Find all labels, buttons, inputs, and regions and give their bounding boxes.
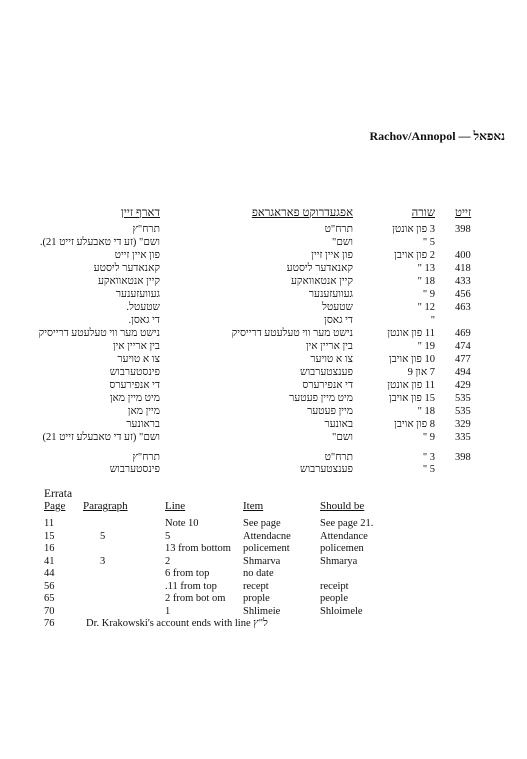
- line-cell: 10 פון אויבן: [388, 354, 435, 365]
- page-cell: 456: [455, 289, 471, 300]
- hebrew-errata-row: [0, 419, 527, 432]
- errata-page-cell: 44: [44, 568, 55, 579]
- line-cell: 2 פון אויבן: [394, 250, 435, 261]
- errata-item-cell: Attendacne: [243, 530, 291, 542]
- line-cell: 11 פון אונטן: [387, 328, 435, 339]
- errata-line-cell: 2 from bot om: [165, 593, 226, 604]
- page-cell: 335: [455, 432, 471, 443]
- page-cell: 400: [455, 250, 471, 261]
- hebrew-errata-row: [0, 237, 527, 250]
- incorrect-cell: ושם": [332, 432, 353, 443]
- page-cell: 433: [455, 276, 471, 287]
- line-cell: 15 פון אויבן: [388, 393, 435, 404]
- line-cell: 11 פון אונטן: [387, 380, 435, 391]
- page-cell: 535: [455, 406, 471, 417]
- page-cell: 494: [455, 367, 471, 378]
- correct-cell: די גאסן.: [128, 315, 160, 326]
- page-cell: 477: [455, 354, 471, 365]
- line-cell: 18 ": [417, 406, 435, 417]
- page-cell: 463: [455, 302, 471, 313]
- hebrew-errata-row: [0, 250, 527, 263]
- incorrect-cell: געוועזענער: [308, 289, 353, 300]
- incorrect-cell: תרח"ט: [324, 452, 353, 463]
- errata-footer-text: Dr. Krakowski's account ends with line ל"ץ: [86, 618, 268, 629]
- page-cell: 418: [455, 263, 471, 274]
- errata-row: [0, 556, 527, 569]
- incorrect-cell: פענצטערבוש: [300, 464, 353, 475]
- page-cell: 474: [455, 341, 471, 352]
- errata-header-should-be: Should be: [320, 500, 365, 512]
- line-cell: 19 ": [417, 341, 435, 352]
- errata-item-cell: See page: [243, 518, 281, 529]
- errata-title: Errata: [44, 488, 73, 500]
- errata-page-cell: 70: [44, 605, 55, 617]
- errata-item-cell: policement: [243, 543, 290, 554]
- hebrew-errata-row: [0, 315, 527, 328]
- correct-cell: קאנאדער ליסטע: [93, 263, 160, 274]
- errata-header-paragraph: Paragraph: [83, 500, 128, 512]
- errata-item-cell: prople: [243, 593, 270, 604]
- correct-cell: די אנפירערס: [109, 380, 160, 391]
- errata-item-cell: Shmarva: [243, 555, 281, 567]
- header-line: שורה: [411, 207, 435, 219]
- line-cell: 5 ": [422, 464, 435, 475]
- incorrect-cell: שטעטל: [322, 302, 353, 313]
- errata-row: [0, 568, 527, 581]
- hebrew-errata-row: [0, 328, 527, 341]
- correct-cell: ושם" (זע די טאבעלע זייט 21).: [39, 237, 160, 248]
- hebrew-errata-row: [0, 367, 527, 380]
- errata-footer-row: [0, 618, 527, 631]
- hebrew-errata-row: [0, 464, 527, 477]
- line-cell: 9 ": [422, 289, 435, 300]
- correct-cell: פון איין זייט: [114, 250, 160, 261]
- page-cell: 535: [455, 393, 471, 404]
- line-cell: 18 ": [417, 276, 435, 287]
- correct-cell: נישט מער ווי טעלעטע דרייסיק: [38, 328, 160, 339]
- line-cell: 8 פון אויבן: [394, 419, 435, 430]
- errata-item-cell: Shlimeie: [243, 605, 281, 617]
- incorrect-cell: די אנפירערס: [302, 380, 353, 391]
- incorrect-cell: באונער: [324, 419, 353, 430]
- incorrect-cell: פענצטערבוש: [300, 367, 353, 378]
- hebrew-errata-row: [0, 276, 527, 289]
- incorrect-cell: ושם": [332, 237, 353, 248]
- errata-paragraph-cell: 3: [100, 555, 106, 567]
- correct-cell: תרח"ץ: [132, 224, 160, 235]
- correct-cell: מיין מאן: [127, 406, 160, 417]
- errata-item-cell: no date: [243, 568, 274, 579]
- incorrect-cell: פון איין זיין: [311, 250, 353, 261]
- hebrew-errata-row: [0, 289, 527, 302]
- line-cell: 3 ": [422, 452, 435, 463]
- correct-cell: פינסטערבוש: [109, 367, 160, 378]
- errata-row: [0, 593, 527, 606]
- hebrew-errata-row: [0, 302, 527, 315]
- page-cell: 329: [455, 419, 471, 430]
- errata-row: [0, 581, 527, 594]
- line-cell: 3 פון אונטן: [392, 224, 435, 235]
- errata-page-cell: 16: [44, 543, 55, 554]
- errata-should-be-cell: Shloimele: [320, 605, 363, 617]
- incorrect-cell: בין אריין אין: [305, 341, 353, 352]
- correct-cell: מיט מיין מאן: [109, 393, 160, 404]
- hebrew-errata-row: [0, 406, 527, 419]
- hebrew-errata-row: [0, 224, 527, 237]
- errata-footer-page: 76: [44, 618, 55, 629]
- line-cell: 13 ": [417, 263, 435, 274]
- errata-header-line: Line: [165, 500, 186, 512]
- page-cell: 398: [455, 224, 471, 235]
- correct-cell: ושם" (זע די טאבעלע זייט 21): [42, 432, 160, 443]
- errata-page-cell: 15: [44, 530, 55, 542]
- errata-row: [0, 543, 527, 556]
- hebrew-errata-row: [0, 380, 527, 393]
- errata-page-cell: 56: [44, 580, 55, 592]
- errata-row: [0, 531, 527, 544]
- correct-cell: בין אריין אין: [112, 341, 160, 352]
- errata-line-cell: 6 from top: [165, 568, 210, 579]
- errata-header-page: Page: [44, 500, 66, 512]
- hebrew-errata-row: [0, 432, 527, 445]
- hebrew-errata-row: [0, 341, 527, 354]
- correct-cell: בראונער: [126, 419, 160, 430]
- errata-should-be-cell: receipt: [320, 580, 349, 592]
- errata-line-cell: .11 from top: [165, 580, 217, 592]
- line-cell: 9 ": [422, 432, 435, 443]
- correct-cell: תרח"ץ: [132, 452, 160, 463]
- hebrew-errata-row: [0, 393, 527, 406]
- errata-page-cell: 11: [44, 518, 55, 529]
- page-cell: 429: [455, 380, 471, 391]
- correct-cell: קיין אנטאוואקע: [97, 276, 160, 287]
- header-correct: דארף זיין: [120, 207, 160, 219]
- incorrect-cell: מיט מיין פעטער: [289, 393, 353, 404]
- errata-line-cell: 1: [165, 605, 171, 617]
- header-incorrect: אפגעדרוקט פאראגראפ: [251, 207, 353, 219]
- errata-header-item: Item: [243, 500, 264, 512]
- incorrect-cell: תרח"ט: [324, 224, 353, 235]
- incorrect-cell: צו א טויער: [310, 354, 353, 365]
- hebrew-errata-row: [0, 354, 527, 367]
- line-cell: ": [430, 315, 435, 326]
- line-cell: 12 ": [417, 302, 435, 313]
- errata-should-be-cell: Attendance: [320, 530, 368, 542]
- incorrect-cell: מיין פעטער: [307, 406, 353, 417]
- errata-page-cell: 41: [44, 555, 55, 567]
- errata-line-cell: 13 from bottom: [165, 543, 231, 554]
- page-header: Rachov/Annopol — נאפאל: [369, 129, 505, 143]
- errata-should-be-cell: Shmarya: [320, 555, 358, 567]
- errata-item-cell: recept: [243, 580, 269, 592]
- incorrect-cell: קאנאדער ליסטע: [286, 263, 353, 274]
- line-cell: 5 ": [422, 237, 435, 248]
- errata-should-be-cell: policemen: [320, 543, 364, 554]
- incorrect-cell: נישט מער ווי טעלעטע דרייסיק: [231, 328, 353, 339]
- hebrew-errata-row: [0, 263, 527, 276]
- errata-should-be-cell: people: [320, 593, 348, 604]
- errata-row: [0, 606, 527, 619]
- incorrect-cell: קיין אנטאוואקע: [290, 276, 353, 287]
- page-cell: 398: [455, 452, 471, 463]
- errata-row: [0, 518, 527, 531]
- line-cell: 7 און 9: [407, 367, 435, 378]
- page-cell: 469: [455, 328, 471, 339]
- errata-line-cell: 2: [165, 555, 171, 567]
- errata-page-cell: 65: [44, 593, 55, 604]
- errata-line-cell: Note 10: [165, 518, 199, 529]
- correct-cell: צו א טויער: [117, 354, 160, 365]
- correct-cell: שטעטל.: [126, 302, 160, 313]
- correct-cell: פינסטערבוש: [109, 464, 160, 475]
- incorrect-cell: די גאסן: [324, 315, 353, 326]
- header-page: זייט: [455, 207, 472, 219]
- errata-line-cell: 5: [165, 530, 171, 542]
- correct-cell: געוועזענער: [115, 289, 160, 300]
- errata-should-be-cell: See page 21.: [320, 518, 374, 529]
- errata-paragraph-cell: 5: [100, 530, 106, 542]
